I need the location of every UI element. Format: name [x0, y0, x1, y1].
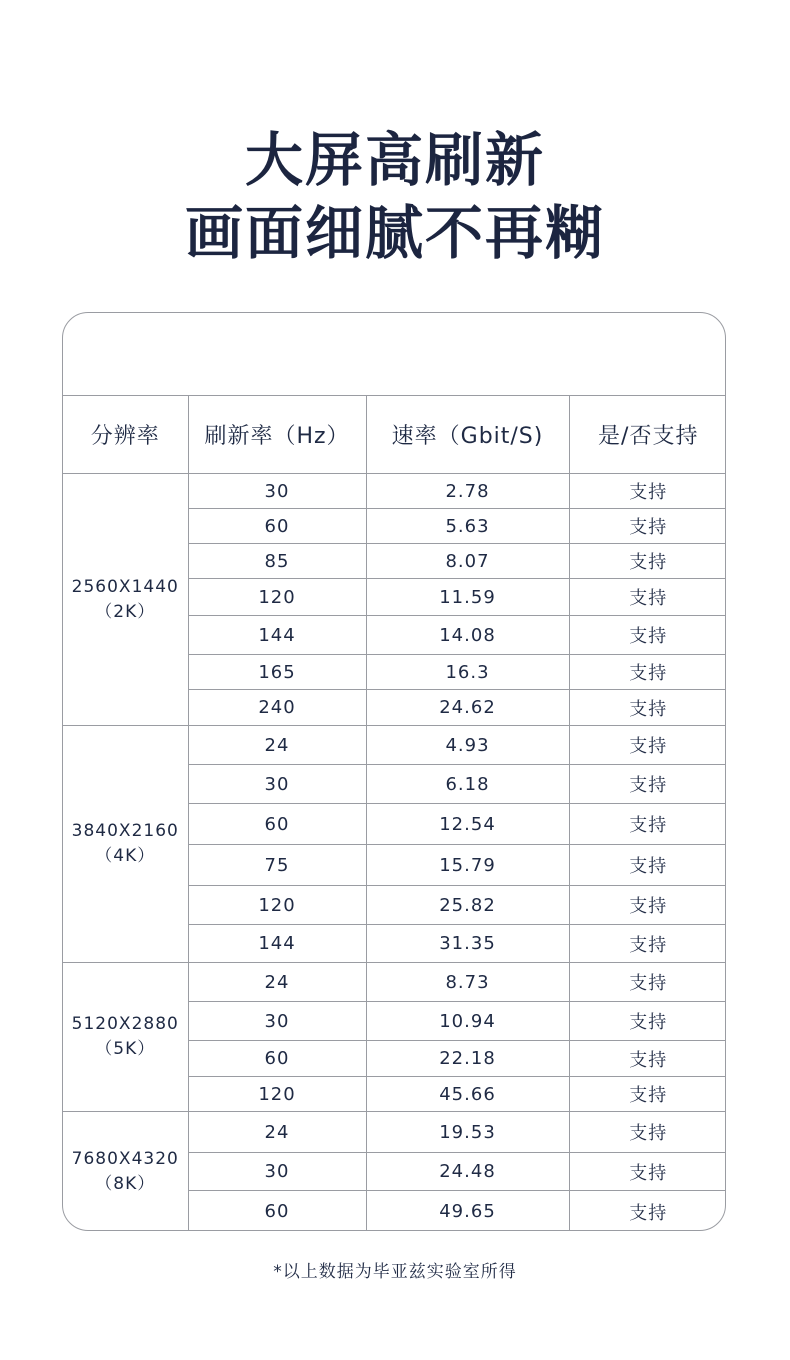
refresh-rate-cell: 144 — [188, 616, 366, 655]
refresh-rate-cell: 30 — [188, 474, 366, 509]
bandwidth-cell: 16.3 — [366, 655, 569, 690]
support-cell: 支持 — [569, 544, 726, 579]
support-cell: 支持 — [569, 1112, 726, 1153]
support-cell: 支持 — [569, 1153, 726, 1191]
resolution-cell — [63, 474, 188, 726]
header-resolution: 分辨率 — [63, 396, 188, 474]
bandwidth-cell: 8.73 — [366, 963, 569, 1002]
bandwidth-cell: 15.79 — [366, 845, 569, 886]
refresh-rate-cell: 120 — [188, 886, 366, 925]
resolution-value: 2560X1440 — [71, 576, 179, 597]
support-cell: 支持 — [569, 765, 726, 804]
table-body — [63, 474, 726, 1232]
refresh-rate-cell: 24 — [188, 726, 366, 765]
support-cell: 支持 — [569, 655, 726, 690]
refresh-rate-cell: 75 — [188, 845, 366, 886]
support-cell: 支持 — [569, 1077, 726, 1112]
bandwidth-cell: 45.66 — [366, 1077, 569, 1112]
support-cell: 支持 — [569, 845, 726, 886]
header-bandwidth: 速率（Gbit/S) — [366, 396, 569, 474]
bandwidth-cell: 11.59 — [366, 579, 569, 616]
support-cell: 支持 — [569, 886, 726, 925]
headline-line-1: 大屏高刷新 — [244, 126, 545, 194]
support-cell: 支持 — [569, 1002, 726, 1041]
resolution-value: 3840X2160 — [71, 821, 179, 841]
header-support: 是/否支持 — [569, 396, 726, 474]
bandwidth-cell: 5.63 — [366, 509, 569, 544]
table-row — [63, 474, 726, 509]
refresh-rate-cell: 120 — [188, 1077, 366, 1112]
bandwidth-cell: 4.93 — [366, 726, 569, 765]
support-cell: 支持 — [569, 509, 726, 544]
resolution-value: 7680X4320 — [71, 1149, 179, 1169]
support-cell: 支持 — [569, 616, 726, 655]
bandwidth-cell: 22.18 — [366, 1041, 569, 1077]
support-cell: 支持 — [569, 579, 726, 616]
refresh-rate-cell: 165 — [188, 655, 366, 690]
bandwidth-cell: 31.35 — [366, 925, 569, 963]
refresh-rate-cell: 30 — [188, 765, 366, 804]
table-row — [63, 726, 726, 765]
support-cell: 支持 — [569, 1191, 726, 1232]
bandwidth-cell: 12.54 — [366, 804, 569, 845]
support-cell: 支持 — [569, 726, 726, 765]
resolution-label: （4K） — [95, 846, 156, 866]
bandwidth-cell: 8.07 — [366, 544, 569, 579]
bandwidth-cell: 49.65 — [366, 1191, 569, 1232]
bandwidth-cell: 24.62 — [366, 690, 569, 726]
bandwidth-cell: 6.18 — [366, 765, 569, 804]
refresh-rate-cell: 24 — [188, 963, 366, 1002]
resolution-label: （2K） — [95, 601, 156, 622]
bandwidth-cell: 14.08 — [366, 616, 569, 655]
table-row — [63, 963, 726, 1002]
refresh-rate-cell: 144 — [188, 925, 366, 963]
footnote: *以上数据为毕亚兹实验室所得 — [273, 1262, 517, 1282]
refresh-rate-cell: 85 — [188, 544, 366, 579]
refresh-rate-cell: 30 — [188, 1153, 366, 1191]
header-refresh-rate: 刷新率（Hz） — [188, 396, 366, 474]
bandwidth-cell: 24.48 — [366, 1153, 569, 1191]
refresh-rate-table — [63, 395, 726, 1231]
support-cell: 支持 — [569, 690, 726, 726]
refresh-rate-cell: 240 — [188, 690, 366, 726]
bandwidth-cell: 19.53 — [366, 1112, 569, 1153]
resolution-cell — [63, 963, 188, 1112]
support-cell: 支持 — [569, 963, 726, 1002]
table-header-row — [63, 396, 726, 474]
table-row — [63, 1112, 726, 1153]
support-cell: 支持 — [569, 474, 726, 509]
resolution-label: （5K） — [95, 1039, 156, 1059]
refresh-rate-cell: 60 — [188, 1191, 366, 1232]
headline-line-2: 画面细腻不再糊 — [184, 199, 605, 267]
support-cell: 支持 — [569, 1041, 726, 1077]
bandwidth-cell: 10.94 — [366, 1002, 569, 1041]
refresh-rate-cell: 60 — [188, 804, 366, 845]
resolution-cell — [63, 726, 188, 963]
refresh-rate-cell: 24 — [188, 1112, 366, 1153]
refresh-rate-cell: 60 — [188, 509, 366, 544]
support-cell: 支持 — [569, 925, 726, 963]
resolution-value: 5120X2880 — [71, 1014, 179, 1034]
refresh-rate-cell: 120 — [188, 579, 366, 616]
bandwidth-cell: 25.82 — [366, 886, 569, 925]
spec-table-frame — [62, 312, 726, 1231]
resolution-cell — [63, 1112, 188, 1232]
refresh-rate-cell: 60 — [188, 1041, 366, 1077]
resolution-label: （8K） — [95, 1174, 156, 1194]
refresh-rate-cell: 30 — [188, 1002, 366, 1041]
support-cell: 支持 — [569, 804, 726, 845]
bandwidth-cell: 2.78 — [366, 474, 569, 509]
